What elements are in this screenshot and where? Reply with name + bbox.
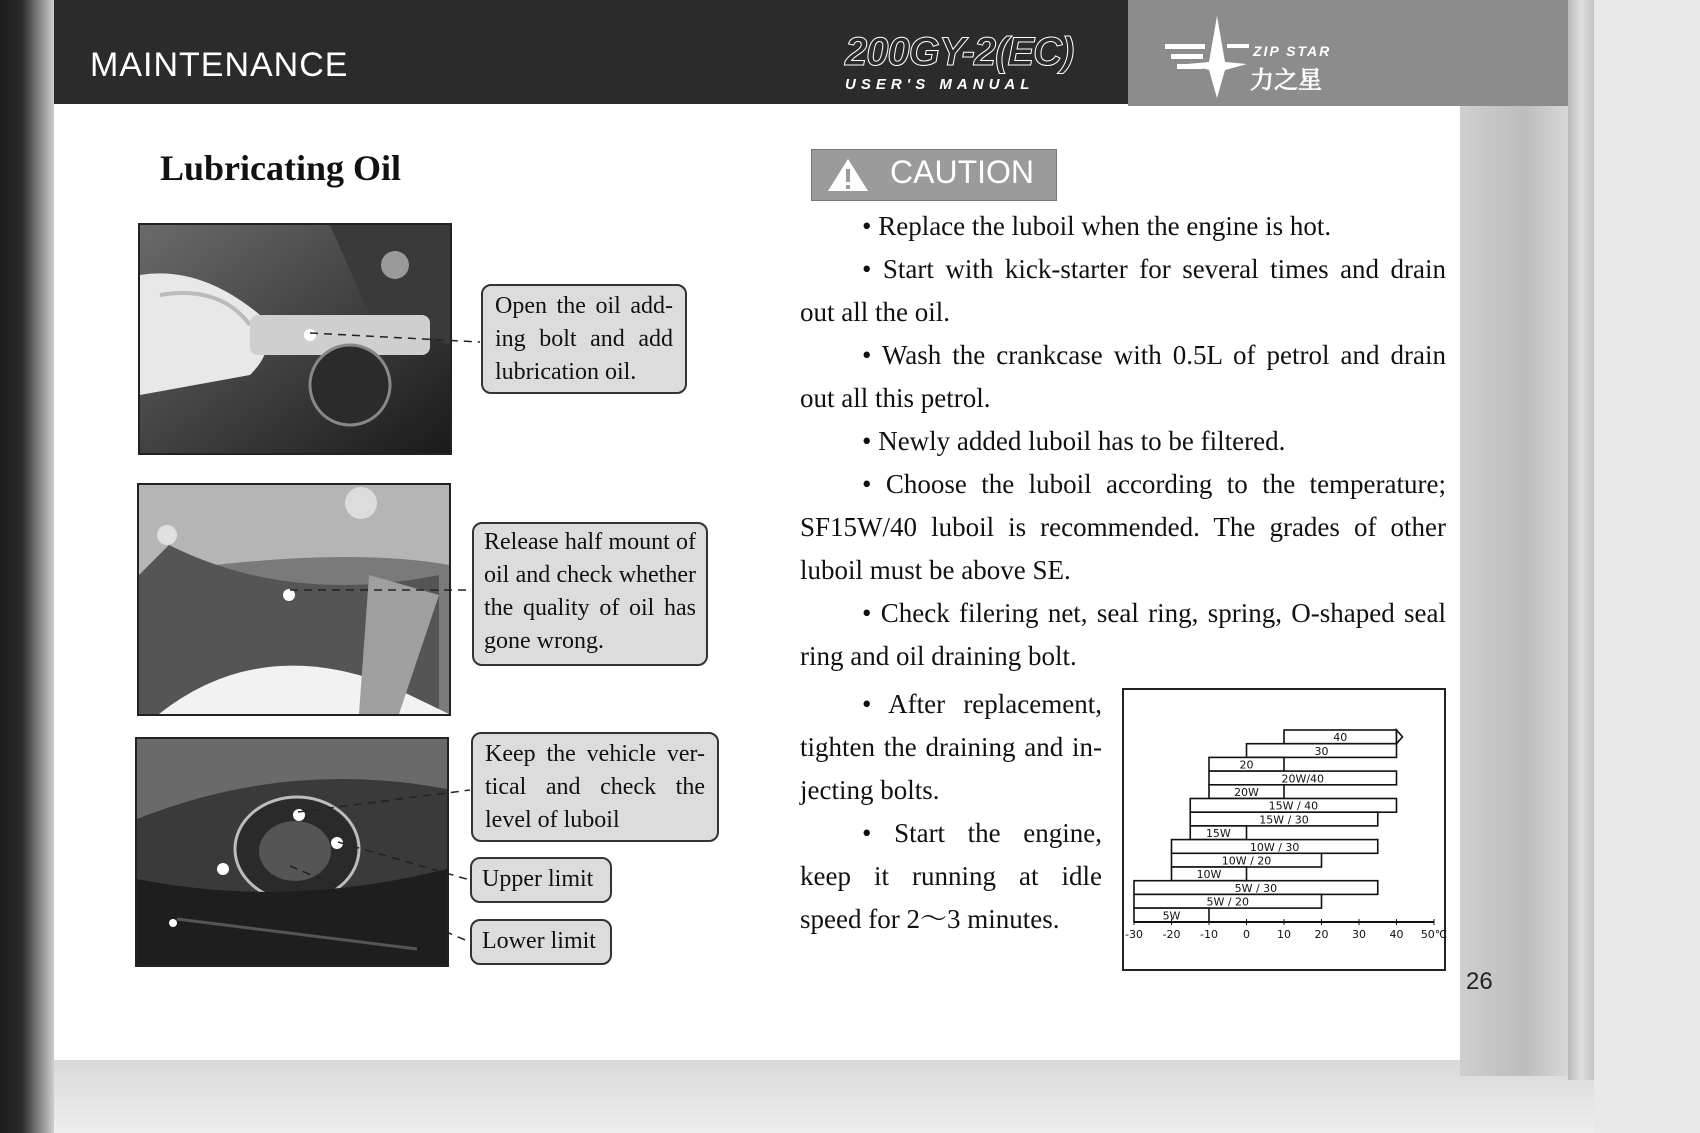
scan-binding-edge (0, 0, 54, 1133)
x-tick-label: 0 (1243, 928, 1250, 941)
callout-vertical-text: Keep the vehicle ver-tical and check the level of luboil (485, 741, 705, 833)
x-tick-label: 40 (1389, 928, 1404, 941)
caution-item: • Replace the luboil when the engine is hot. (862, 211, 1332, 241)
page-number: 26 (1466, 968, 1493, 995)
callout-oil-add-text: Open the oil add-ing bolt and add lubrication oil. (495, 293, 673, 385)
caution-badge (811, 149, 1057, 201)
callout-upper-limit (470, 857, 612, 903)
grade-label: 5W (1162, 909, 1181, 923)
x-tick-label: -20 (1162, 928, 1181, 941)
brand-chinese: 力之星 (1250, 66, 1322, 94)
grade-label: 15W / 40 (1268, 799, 1319, 813)
grade-label: 10W / 20 (1221, 854, 1272, 868)
leader-line-1 (310, 330, 482, 350)
brand-english: ZIP STAR (1253, 43, 1332, 59)
page-title: Lubricating Oil (160, 148, 402, 188)
grade-label: 5W / 20 (1206, 895, 1250, 909)
model-name: 200GY-2(EC) (845, 30, 1074, 74)
grade-label: 20W/40 (1281, 772, 1325, 786)
x-tick-label: -30 (1125, 928, 1143, 941)
leader-lines-3 (290, 780, 472, 950)
caution-item: • Start with kick-starter for several times and drain out all the oil. (800, 254, 1446, 327)
callout-release (472, 522, 708, 666)
grade-label: 30 (1314, 744, 1329, 758)
scan-bottom-shadow (54, 1060, 1594, 1133)
x-tick-label: 30 (1352, 928, 1366, 941)
oil-grade-chart (1122, 688, 1446, 971)
callout-upper-limit-text: Upper limit (482, 866, 594, 892)
x-tick-label: 20 (1314, 928, 1329, 941)
caution-list-narrow (800, 683, 1102, 941)
callout-vertical (471, 732, 719, 842)
x-tick-label: 50℃ (1420, 928, 1448, 941)
grade-label: 15W / 30 (1259, 813, 1309, 827)
grade-label: 20W (1234, 786, 1259, 799)
grade-label: 15W (1205, 827, 1231, 841)
caution-item: • Choose the luboil according to the temperature; SF15W/40 luboil is recommended. The grades of other luboil must be above SE. (800, 469, 1446, 585)
leader-line-2 (290, 584, 472, 600)
oil-grade-chart-svg (1124, 690, 1448, 969)
caution-item: • Newly added luboil has to be filtered. (862, 426, 1286, 456)
section-header: MAINTENANCE (90, 46, 349, 84)
grade-label: 20 (1239, 758, 1254, 772)
page-edges (1568, 0, 1594, 1080)
callout-oil-add (481, 284, 687, 394)
grade-label: 10W (1196, 868, 1222, 882)
caution-item: • After replacement, tighten the draining and in-jecting bolts. (800, 689, 1102, 805)
caution-list (800, 205, 1446, 678)
manual-label: USER'S MANUAL (845, 76, 1035, 93)
range-arrow (1397, 730, 1403, 744)
x-tick-label: -10 (1200, 928, 1218, 941)
warning-icon (826, 157, 870, 193)
callout-release-text: Release half mount of oil and check whether the quality of oil has gone wrong. (484, 529, 696, 654)
caution-item: • Check filering net, seal ring, spring, O-shaped seal ring and oil draining bolt. (800, 598, 1446, 671)
callout-lower-limit (470, 919, 612, 965)
x-tick-label: 10 (1277, 928, 1291, 941)
callout-lower-limit-text: Lower limit (482, 928, 596, 954)
caution-label: CAUTION (890, 154, 1034, 190)
caution-item: • Wash the crankcase with 0.5L of petrol and drain out all this petrol. (800, 340, 1446, 413)
caution-item: • Start the engine, keep it running at idle speed for 2～3 minutes. (800, 818, 1102, 934)
grade-label: 10W / 30 (1249, 840, 1300, 854)
grade-label: 5W / 30 (1234, 881, 1278, 895)
page-tab-strip (1460, 106, 1568, 1076)
grade-label: 40 (1333, 731, 1348, 745)
